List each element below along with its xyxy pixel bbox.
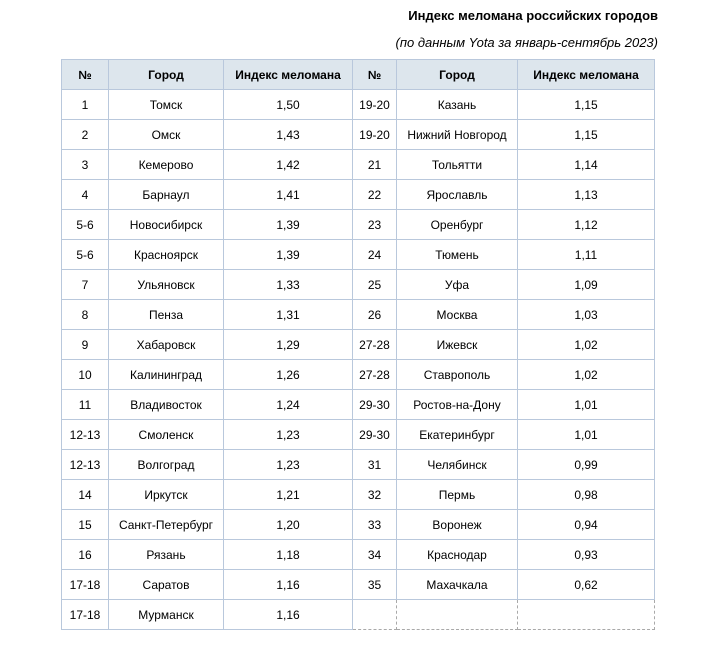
table-row: [62, 360, 655, 390]
rank-cell: 24: [353, 240, 397, 270]
index-cell: 0,98: [518, 480, 655, 510]
index-cell: 1,31: [224, 300, 353, 330]
city-cell: Оренбург: [397, 210, 518, 240]
rank-cell: 12-13: [62, 450, 109, 480]
rank-cell: 17-18: [62, 600, 109, 630]
index-cell: 1,02: [518, 330, 655, 360]
col-header-rank-left: №: [62, 60, 109, 90]
index-cell: 1,39: [224, 210, 353, 240]
city-cell: Санкт-Петербург: [109, 510, 224, 540]
table-row: [62, 510, 655, 540]
rank-cell: 16: [62, 540, 109, 570]
index-cell: 0,99: [518, 450, 655, 480]
rank-cell: 19-20: [353, 90, 397, 120]
rank-cell: 11: [62, 390, 109, 420]
rank-cell: 29-30: [353, 420, 397, 450]
city-cell: Махачкала: [397, 570, 518, 600]
index-cell: 1,13: [518, 180, 655, 210]
index-cell: 1,20: [224, 510, 353, 540]
table-row: [62, 600, 655, 630]
rank-cell: 5-6: [62, 240, 109, 270]
col-header-city-left: Город: [109, 60, 224, 90]
rank-cell: 10: [62, 360, 109, 390]
rank-cell: 7: [62, 270, 109, 300]
rank-cell: 29-30: [353, 390, 397, 420]
index-cell: 1,29: [224, 330, 353, 360]
city-cell: Москва: [397, 300, 518, 330]
city-cell: Новосибирск: [109, 210, 224, 240]
rank-cell: 31: [353, 450, 397, 480]
index-cell: 1,39: [224, 240, 353, 270]
table-row: [62, 330, 655, 360]
table-row: [62, 570, 655, 600]
rank-cell: 4: [62, 180, 109, 210]
rank-cell: 8: [62, 300, 109, 330]
ranking-table: [61, 59, 655, 630]
index-cell: 1,50: [224, 90, 353, 120]
index-cell: 1,15: [518, 120, 655, 150]
city-cell: Томск: [109, 90, 224, 120]
city-cell: Ростов-на-Дону: [397, 390, 518, 420]
city-cell: Владивосток: [109, 390, 224, 420]
index-cell: 1,02: [518, 360, 655, 390]
table-row: [62, 180, 655, 210]
city-cell: [397, 600, 518, 630]
table-row: [62, 420, 655, 450]
table-row: [62, 150, 655, 180]
city-cell: Кемерово: [109, 150, 224, 180]
index-cell: 1,14: [518, 150, 655, 180]
city-cell: Тюмень: [397, 240, 518, 270]
city-cell: Саратов: [109, 570, 224, 600]
city-cell: Рязань: [109, 540, 224, 570]
city-cell: Челябинск: [397, 450, 518, 480]
city-cell: Ижевск: [397, 330, 518, 360]
index-cell: 1,21: [224, 480, 353, 510]
city-cell: Ставрополь: [397, 360, 518, 390]
table-row: [62, 210, 655, 240]
table-header: [62, 60, 655, 90]
index-cell: 0,94: [518, 510, 655, 540]
index-cell: [518, 600, 655, 630]
city-cell: Ульяновск: [109, 270, 224, 300]
rank-cell: 12-13: [62, 420, 109, 450]
city-cell: Тольятти: [397, 150, 518, 180]
rank-cell: 26: [353, 300, 397, 330]
table-body: [62, 90, 655, 630]
city-cell: Волгоград: [109, 450, 224, 480]
col-header-index-left: Индекс меломана: [224, 60, 353, 90]
rank-cell: 1: [62, 90, 109, 120]
table-row: [62, 90, 655, 120]
col-header-index-right: Индекс меломана: [518, 60, 655, 90]
index-cell: 1,09: [518, 270, 655, 300]
city-cell: Красноярск: [109, 240, 224, 270]
table-row: [62, 390, 655, 420]
index-cell: 1,18: [224, 540, 353, 570]
city-cell: Екатеринбург: [397, 420, 518, 450]
rank-cell: [353, 600, 397, 630]
index-cell: 1,11: [518, 240, 655, 270]
index-cell: 1,15: [518, 90, 655, 120]
rank-cell: 21: [353, 150, 397, 180]
index-cell: 1,23: [224, 450, 353, 480]
rank-cell: 23: [353, 210, 397, 240]
rank-cell: 17-18: [62, 570, 109, 600]
city-cell: Нижний Новгород: [397, 120, 518, 150]
index-cell: 1,03: [518, 300, 655, 330]
rank-cell: 27-28: [353, 360, 397, 390]
col-header-rank-right: №: [353, 60, 397, 90]
index-cell: 1,41: [224, 180, 353, 210]
table-row: [62, 450, 655, 480]
table-row: [62, 240, 655, 270]
index-cell: 1,24: [224, 390, 353, 420]
city-cell: Омск: [109, 120, 224, 150]
col-header-city-right: Город: [397, 60, 518, 90]
table-row: [62, 270, 655, 300]
rank-cell: 3: [62, 150, 109, 180]
rank-cell: 32: [353, 480, 397, 510]
index-cell: 1,16: [224, 570, 353, 600]
rank-cell: 5-6: [62, 210, 109, 240]
table-row: [62, 120, 655, 150]
index-cell: 1,16: [224, 600, 353, 630]
city-cell: Хабаровск: [109, 330, 224, 360]
city-cell: Воронеж: [397, 510, 518, 540]
city-cell: Ярославль: [397, 180, 518, 210]
document-title: Индекс меломана российских городов: [408, 8, 658, 23]
rank-cell: 27-28: [353, 330, 397, 360]
rank-cell: 33: [353, 510, 397, 540]
index-cell: 1,43: [224, 120, 353, 150]
city-cell: Калининград: [109, 360, 224, 390]
index-cell: 1,42: [224, 150, 353, 180]
table-row: [62, 480, 655, 510]
city-cell: Барнаул: [109, 180, 224, 210]
city-cell: Казань: [397, 90, 518, 120]
rank-cell: 22: [353, 180, 397, 210]
index-cell: 1,33: [224, 270, 353, 300]
rank-cell: 15: [62, 510, 109, 540]
rank-cell: 25: [353, 270, 397, 300]
rank-cell: 2: [62, 120, 109, 150]
city-cell: Мурманск: [109, 600, 224, 630]
index-cell: 1,01: [518, 420, 655, 450]
rank-cell: 19-20: [353, 120, 397, 150]
city-cell: Смоленск: [109, 420, 224, 450]
index-cell: 0,93: [518, 540, 655, 570]
index-cell: 1,12: [518, 210, 655, 240]
rank-cell: 35: [353, 570, 397, 600]
city-cell: Иркутск: [109, 480, 224, 510]
index-cell: 1,23: [224, 420, 353, 450]
index-cell: 0,62: [518, 570, 655, 600]
city-cell: Пенза: [109, 300, 224, 330]
rank-cell: 9: [62, 330, 109, 360]
header-row: [62, 60, 655, 90]
city-cell: Краснодар: [397, 540, 518, 570]
city-cell: Уфа: [397, 270, 518, 300]
table-row: [62, 300, 655, 330]
rank-cell: 34: [353, 540, 397, 570]
index-cell: 1,01: [518, 390, 655, 420]
index-cell: 1,26: [224, 360, 353, 390]
city-cell: Пермь: [397, 480, 518, 510]
table-row: [62, 540, 655, 570]
document-subtitle: (по данным Yota за январь-сентябрь 2023): [395, 35, 658, 50]
rank-cell: 14: [62, 480, 109, 510]
